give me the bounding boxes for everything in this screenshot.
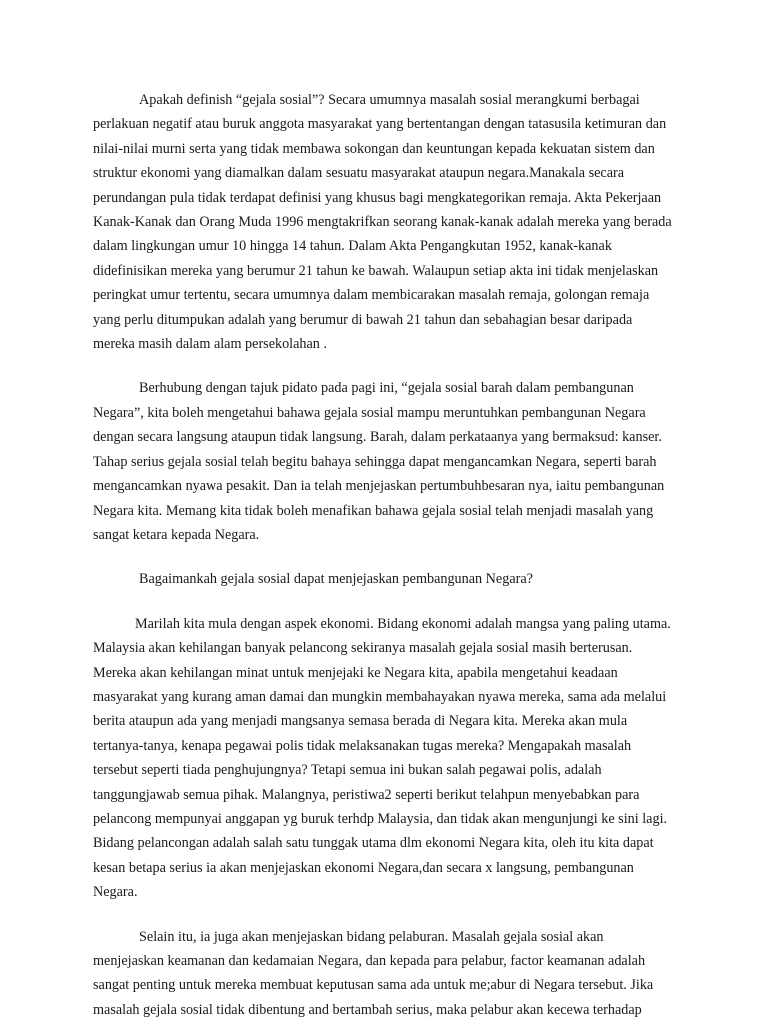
text-line: Berhubung dengan tajuk pidato pada pagi ini, “gejala sosial barah dalam pembangunan xyxy=(139,380,634,397)
text-line: Bagaimankah gejala sosial dapat menjejaskan pembangunan Negara? xyxy=(139,571,533,588)
text-line: tanggungjawab semua pihak. Malangnya, peristiwa2 seperti berikut telahpun menyebabkan para xyxy=(93,786,640,803)
text-line: Negara”, kita boleh mengetahui bahawa gejala sosial mampu meruntuhkan pembangunan Negara xyxy=(93,404,646,421)
text-line: Apakah definish “gejala sosial”? Secara umumnya masalah sosial merangkumi berbagai xyxy=(139,92,640,108)
paragraph-question xyxy=(93,567,693,591)
text-line: pelancong mempunyai anggapan yg buruk terhdp Malaysia, dan tidak akan mengunjungi ke sini lagi. xyxy=(93,810,668,827)
text-line: menjejaskan keamanan dan kedamaian Negara, dan kepada para pelabur, factor keamanan adalah xyxy=(93,953,646,969)
text-line: struktur ekonomi yang diamalkan dalam sesuatu masyarakat ataupun negara.Manakala secara xyxy=(93,165,625,182)
text-line: masyarakat yang kurang aman damai dan mungkin membahayakan nyawa mereka, sama ada melalui xyxy=(93,688,667,705)
text-line: perundangan pula tidak terdapat definisi yang khusus bagi mengkategorikan remaja. Akta Pekerjaan xyxy=(93,189,662,206)
text-line: sangat ketara kepada Negara. xyxy=(93,526,260,543)
text-line: Mereka akan kehilangan minat untuk menjejaki ke Negara kita, apabila mengetahui keadaan xyxy=(93,664,618,681)
text-line: Malaysia akan kehilangan banyak pelancong sekiranya masalah gejala sosial masih berterusan. xyxy=(93,640,633,657)
text-line: Marilah kita mula dengan aspek ekonomi. Bidang ekonomi adalah mangsa yang paling utama. xyxy=(135,615,671,632)
text-line: berita ataupun ada yang menjadi mangsanya semasa berada di Negara kita. Mereka akan mula xyxy=(93,713,628,730)
text-line: dalam lingkungan umur 10 hingga 14 tahun. Dalam Akta Pengangkutan 1952, kanak-kanak xyxy=(93,238,612,255)
paragraph-topic xyxy=(93,376,693,547)
text-line: Bidang pelancongan adalah salah satu tunggak utama dlm ekonomi Negara kita, oleh itu kita dapat xyxy=(93,835,654,852)
text-line: masalah gejala sosial tidak dibentung and bertambah serius, maka pelabur akan kecewa terhadap xyxy=(93,1001,642,1018)
text-line: nilai-nilai murni serta yang tidak membawa sokongan dan keuntungan kepada kekuatan sistem dan xyxy=(93,140,655,157)
paragraph-definition xyxy=(93,88,693,356)
text-line: Selain itu, ia juga akan menjejaskan bidang pelaburan. Masalah gejala sosial akan xyxy=(139,928,604,945)
text-line: Kanak-Kanak dan Orang Muda 1996 mengtakrifkan seorang kanak-kanak adalah mereka yang berada xyxy=(93,214,672,231)
text-line: didefinisikan mereka yang berumur 21 tahun ke bawah. Walaupun setiap akta ini tidak menjelaskan xyxy=(93,262,659,279)
text-line: peringkat umur tertentu, secara umumnya dalam membicarakan masalah remaja, golongan remaja xyxy=(93,287,650,304)
paragraph-investment xyxy=(93,925,693,1023)
text-line: yang perlu ditumpukan adalah yang berumur di bawah 21 tahun dan sebahagian besar daripada xyxy=(93,311,633,328)
text-line: mengancamkan nyawa pesakit. Dan ia telah menjejaskan pertumbuhbesaran nya, iaitu pembangunan xyxy=(93,478,665,495)
text-line: dengan secara langsung ataupun tidak langsung. Barah, dalam perkataanya yang bermaksud: kanser. xyxy=(93,429,662,446)
text-line: tersebut seperti tiada penghujungnya? Tetapi semua ini bukan salah pegawai polis, adalah xyxy=(93,762,602,779)
text-line: Negara. xyxy=(93,884,138,901)
text-line: kesan betapa serius ia akan menjejaskan ekonomi Negara,dan secara x langsung, pembangunan xyxy=(93,859,634,876)
paragraph-economy xyxy=(93,612,693,905)
text-line: mereka masih dalam alam persekolahan . xyxy=(93,336,327,353)
text-line: perlakuan negatif atau buruk anggota masyarakat yang bertentangan dengan tatasusila ketimuran dan xyxy=(93,116,667,133)
document-body xyxy=(93,88,693,1024)
text-line: Negara kita. Memang kita tidak boleh menafikan bahawa gejala sosial telah menjadi masalah yang xyxy=(93,502,654,519)
text-line: sangat penting untuk mereka membuat keputusan sama ada untuk me;abur di Negara tersebut. Jika xyxy=(93,977,654,994)
text-line: Tahap serius gejala sosial telah begitu bahaya sehingga dapat mengancamkan Negara, seperti barah xyxy=(93,453,657,470)
text-line: tertanya-tanya, kenapa pegawai polis tidak melaksanakan tugas mereka? Mengapakah masalah xyxy=(93,737,632,754)
